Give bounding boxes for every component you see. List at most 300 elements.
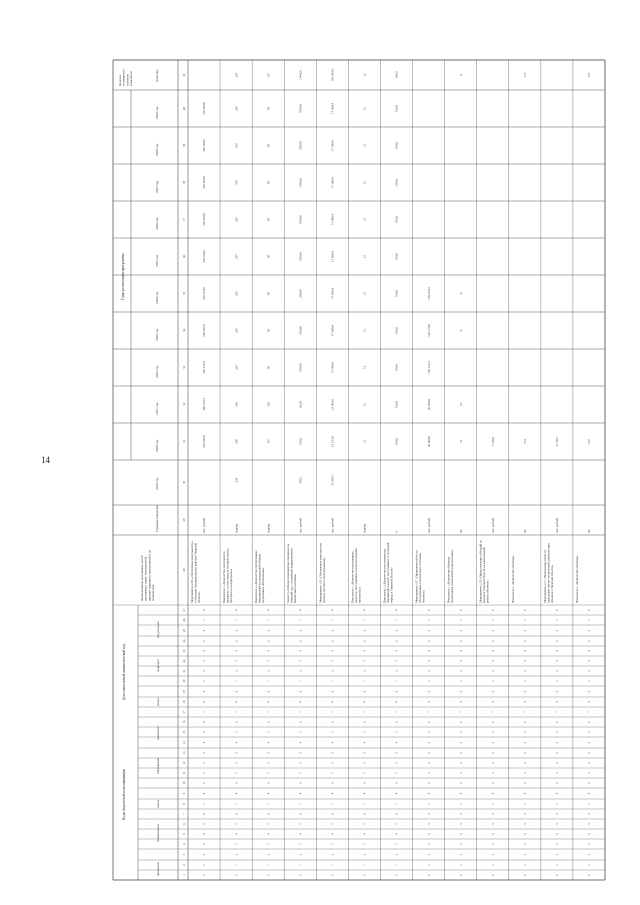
header-name: показателей — [151, 584, 156, 601]
row-year-value: 12 — [362, 291, 367, 296]
row-year-value: 14 — [458, 402, 463, 407]
code-cell: 6 — [588, 629, 592, 632]
column-number: 2 — [182, 864, 186, 866]
code-cell: 3 — [524, 752, 528, 754]
header-name: программы, задач, мероприятий, — [143, 556, 148, 601]
code-cell: 4 — [491, 650, 495, 652]
row-year-value: 678,00 — [298, 252, 303, 261]
code-cell: 0 — [556, 782, 560, 784]
row-year-value: 113 — [523, 439, 528, 444]
code-cell: 6 — [556, 629, 560, 632]
row-year-value: 111 — [266, 439, 271, 444]
header-year: 2029 год — [155, 106, 159, 119]
row-final-value: 207 — [234, 72, 239, 78]
code-cell: 8 — [427, 701, 431, 703]
code-cell: 7 — [556, 803, 560, 805]
code-cell: 7 — [524, 711, 528, 713]
header-code-label: подпрограмма — [156, 823, 160, 842]
row-year-value: 100,0 — [394, 104, 399, 113]
code-cell: 0 — [203, 782, 207, 784]
code-cell: 8 — [267, 609, 271, 611]
column-number: 24 — [182, 639, 186, 643]
row-year-value: 95 — [266, 217, 271, 222]
row-year-value: 678,00 — [298, 215, 303, 224]
code-cell: 4 — [363, 741, 367, 744]
column-number: 33 — [182, 366, 186, 369]
code-cell: 6 — [331, 629, 335, 632]
row-unit: тыс. рублей — [298, 518, 303, 533]
column-number: 12 — [182, 761, 186, 765]
code-cell: 5 — [235, 731, 239, 733]
code-cell: 8 — [427, 792, 431, 795]
code-cell: 0 — [267, 782, 271, 784]
header-years: Годы реализации программы — [121, 253, 125, 300]
code-cell: 6 — [524, 721, 528, 723]
code-cell: 8 — [588, 701, 592, 703]
code-cell: 6 — [235, 813, 239, 815]
code-cell: 3 — [299, 843, 303, 845]
code-cell: 0 — [363, 690, 367, 693]
code-cell: 1 — [363, 772, 367, 774]
code-cell: 5 — [427, 823, 431, 825]
column-number: 17 — [182, 710, 186, 714]
code-cell: 2 — [524, 762, 528, 764]
code-cell: 6 — [363, 629, 367, 632]
code-cell: 0 — [299, 874, 303, 876]
code-cell: 3 — [331, 843, 335, 845]
column-number: 16 — [182, 720, 186, 724]
row-year-value: 17 699,4 — [330, 324, 335, 337]
row-year-value: 100,0 — [394, 215, 399, 224]
code-cell: 8 — [203, 701, 207, 703]
code-cell: 8 — [459, 701, 463, 703]
code-cell: 4 — [588, 650, 592, 652]
code-cell: 0 — [267, 874, 271, 876]
code-cell: 3 — [427, 660, 431, 662]
column-number: 20 — [182, 679, 186, 683]
code-cell: 0 — [395, 690, 399, 693]
code-cell: 5 — [299, 823, 303, 825]
code-cell: 7 — [203, 619, 207, 621]
column-number: 22 — [182, 659, 186, 663]
code-cell: 4 — [203, 650, 207, 652]
row-final-value: 182 883,0 — [330, 68, 335, 82]
code-cell: 4 — [267, 741, 271, 744]
row-name: объектов в Тверской области» — [549, 564, 554, 603]
row-name: Мероприятие 3.01 «Обеспечение деятельности — [318, 542, 323, 603]
code-cell: 7 — [299, 803, 303, 805]
row-unit: шт — [587, 529, 592, 533]
code-cell: 8 — [235, 609, 239, 611]
code-cell: 6 — [491, 813, 495, 815]
code-cell: 3 — [491, 660, 495, 662]
column-number: 6 — [182, 823, 186, 825]
code-cell: 5 — [491, 731, 495, 733]
code-cell: 4 — [427, 833, 431, 835]
code-cell: 4 — [235, 650, 239, 652]
code-cell: 4 — [363, 833, 367, 835]
code-cell: 3 — [459, 843, 463, 845]
header-base-year: 2019 год — [155, 477, 159, 490]
code-cell: 8 — [299, 609, 303, 611]
code-cell: 3 — [491, 843, 495, 845]
code-cell: 1 — [267, 772, 271, 774]
code-cell: 4 — [395, 833, 399, 835]
code-cell: 3 — [235, 660, 239, 662]
code-cell: 4 — [556, 833, 560, 835]
column-number: 13 — [182, 751, 186, 755]
code-cell: 7 — [235, 619, 239, 621]
column-number: 7 — [182, 813, 186, 815]
row-year-value: 100,0 — [394, 141, 399, 150]
code-cell: 8 — [203, 609, 207, 611]
code-cell: 0 — [299, 690, 303, 693]
code-cell: 2 — [588, 670, 592, 672]
row-name: Мероприятие 2.04 «Обеспечение деятельности», — [190, 540, 194, 603]
code-cell: 1 — [235, 864, 239, 866]
row-name: программы» — [357, 587, 362, 603]
code-cell: 6 — [588, 813, 592, 815]
code-cell: 6 — [556, 813, 560, 815]
row-unit: шт — [458, 529, 463, 533]
code-cell: 0 — [203, 690, 207, 693]
row-year-value: 678,00 — [298, 178, 303, 187]
row-name: запросов, поступивших в ходе исполнения — [353, 548, 358, 603]
row-name: период в Тверской области» — [389, 567, 394, 603]
row-base-value: 585,1 — [298, 476, 303, 484]
code-cell: 0 — [235, 690, 239, 693]
column-number: 19 — [182, 690, 186, 693]
code-cell: 0 — [331, 690, 335, 693]
header-year: 2027 год — [155, 180, 159, 193]
row-year-value: 100,0 — [394, 363, 399, 372]
code-cell: 4 — [588, 833, 592, 835]
row-name: Показатель 1 «Количество объектов» — [510, 555, 515, 603]
row-final-value: 137 — [587, 72, 592, 78]
code-cell: 5 — [363, 640, 367, 642]
column-number: 8 — [182, 803, 186, 805]
header-name: Наименование программы, целей — [140, 555, 144, 601]
code-cell: 3 — [331, 660, 335, 662]
row-year-value: 95 — [266, 143, 271, 148]
code-cell: 4 — [331, 650, 335, 652]
header-achievement: Целевое — [118, 74, 122, 86]
column-number: 11 — [182, 771, 186, 775]
row-name: бюджетной политики» — [293, 574, 298, 603]
code-cell: 7 — [524, 803, 528, 805]
code-cell: 1 — [524, 772, 528, 774]
code-cell: 2 — [524, 670, 528, 672]
code-cell: 6 — [556, 721, 560, 723]
code-cell: 2 — [363, 853, 367, 856]
code-cell: 2 — [395, 670, 399, 672]
code-cell: 4 — [524, 833, 528, 835]
code-cell: 5 — [203, 823, 207, 825]
code-cell: 5 — [588, 640, 592, 642]
code-cell: 7 — [556, 619, 560, 621]
code-cell: 2 — [459, 762, 463, 764]
code-cell: 8 — [331, 609, 335, 611]
code-cell: 1 — [299, 680, 303, 682]
row-name: органов местного самоуправления» — [321, 557, 326, 603]
code-cell: 1 — [524, 680, 528, 682]
row-year-value: 3 105,0 — [490, 436, 495, 447]
code-cell: 3 — [588, 752, 592, 754]
code-cell: 4 — [331, 741, 335, 744]
code-cell: 3 — [267, 660, 271, 662]
row-year-value: 12 — [362, 365, 367, 370]
code-cell: 3 — [299, 752, 303, 754]
row-name: программ и подпрограмм» — [229, 568, 234, 603]
code-cell: 6 — [491, 721, 495, 723]
header-name: административных мероприятий и их — [147, 549, 152, 601]
code-cell: 7 — [427, 619, 431, 621]
row-year-value: 207 — [234, 328, 239, 333]
code-cell: 0 — [427, 690, 431, 693]
row-year-value: 9 — [458, 292, 463, 295]
code-cell: 2 — [556, 670, 560, 672]
row-year-value: 17 699,4 — [330, 213, 335, 226]
row-name: объектов» — [421, 590, 426, 603]
code-cell: 7 — [267, 803, 271, 805]
header-code-label: программа — [156, 862, 160, 876]
code-cell: 3 — [427, 752, 431, 754]
row-year-value: 207 — [234, 180, 239, 185]
code-cell: 1 — [556, 680, 560, 682]
code-cell: 3 — [267, 752, 271, 754]
row-name: Показатель 1 «Количество объектов» — [574, 555, 579, 603]
row-year-value: 17 699,4 — [330, 102, 335, 115]
code-cell: 6 — [267, 721, 271, 723]
column-number: 31 — [182, 440, 186, 443]
row-name: бюджета Тверской области на капитальный — [482, 547, 487, 603]
code-cell: 4 — [203, 741, 207, 744]
code-cell: 5 — [427, 731, 431, 733]
row-year-value: 12 — [362, 143, 367, 148]
row-year-value: 95 — [266, 328, 271, 333]
code-cell: 1 — [203, 680, 207, 682]
code-cell: 3 — [588, 843, 592, 845]
column-number: 14 — [182, 741, 186, 744]
code-cell: 6 — [459, 629, 463, 632]
code-cell: 0 — [363, 782, 367, 784]
code-cell: 4 — [459, 741, 463, 744]
row-year-value: 12 — [362, 106, 367, 111]
code-cell: 5 — [395, 823, 399, 825]
row-year-value: 100,0 — [394, 289, 399, 298]
row-name: Показатель 1 «Количество объектов, — [446, 556, 451, 603]
code-cell: 7 — [363, 619, 367, 621]
code-cell: 8 — [459, 792, 463, 795]
code-cell: 1 — [299, 772, 303, 774]
code-cell: 0 — [235, 782, 239, 784]
row-year-value: 622,0 — [298, 400, 303, 409]
code-cell: 7 — [363, 803, 367, 805]
code-cell: 1 — [395, 864, 399, 866]
row-final-value: 12 — [362, 73, 367, 77]
code-cell: 5 — [203, 640, 207, 642]
row-year-value: 100,0 — [394, 178, 399, 187]
code-cell: 5 — [459, 640, 463, 642]
code-cell: 0 — [459, 690, 463, 693]
row-unit: единиц — [362, 523, 367, 533]
code-cell: 4 — [203, 833, 207, 835]
code-cell: 5 — [524, 640, 528, 642]
code-cell: 8 — [556, 609, 560, 611]
code-cell: 4 — [491, 833, 495, 835]
code-cell: 8 — [299, 701, 303, 703]
row-year-value: 12 — [362, 402, 367, 407]
code-cell: 5 — [235, 823, 239, 825]
row-year-value: 106 500,0 — [202, 139, 207, 152]
code-cell: 4 — [427, 650, 431, 652]
row-year-value: 278,0 — [298, 437, 303, 446]
code-cell: 6 — [459, 721, 463, 723]
code-cell: 1 — [363, 680, 367, 682]
code-cell: 7 — [331, 619, 335, 621]
column-number: 23 — [182, 649, 186, 653]
row-final-value: 113 — [523, 72, 528, 78]
code-cell: 0 — [524, 690, 528, 693]
column-number: 39 — [182, 144, 186, 147]
row-year-value: 17 699,4 — [330, 361, 335, 374]
row-year-value: 106 500,0 — [202, 176, 207, 189]
code-cell: 8 — [395, 792, 399, 795]
header-code-label: вид расходов — [156, 621, 160, 638]
row-year-value: 100,0 — [394, 437, 399, 446]
code-cell: 1 — [395, 680, 399, 682]
code-cell: 8 — [459, 609, 463, 611]
code-cell: 3 — [395, 843, 399, 845]
column-number: 1 — [182, 874, 186, 876]
code-cell: 5 — [203, 731, 207, 733]
row-year-value: 17 699,4 — [330, 176, 335, 189]
row-unit: единиц — [266, 523, 271, 533]
code-cell: 1 — [267, 680, 271, 682]
code-cell: 5 — [267, 823, 271, 825]
row-year-value: 95 — [266, 106, 271, 111]
code-cell: 0 — [588, 874, 592, 876]
code-cell: 5 — [331, 823, 335, 825]
row-year-value: 95 — [266, 254, 271, 259]
code-cell: 4 — [331, 833, 335, 835]
header-unit: Единица измерения — [155, 505, 159, 532]
code-cell: 8 — [267, 701, 271, 703]
code-cell: 1 — [588, 680, 592, 682]
row-year-value: 119 650,2 — [426, 287, 431, 300]
code-cell: 3 — [203, 752, 207, 754]
code-cell: 0 — [331, 782, 335, 784]
code-cell: 1 — [427, 680, 431, 682]
code-cell: 7 — [331, 711, 335, 713]
code-cell: 2 — [588, 762, 592, 764]
code-cell: 7 — [203, 803, 207, 805]
code-cell: 5 — [395, 640, 399, 642]
row-year-value: 207 — [234, 291, 239, 296]
row-name: «Субсидии муниципальным районам Тверской — [193, 543, 198, 603]
row-year-value: 149 233,3 — [202, 398, 207, 411]
code-cell: 6 — [524, 629, 528, 632]
code-cell: 7 — [491, 803, 495, 805]
code-cell: 4 — [524, 741, 528, 744]
row-name: Показатель 2 «Количество обеспеченных — [254, 550, 259, 603]
column-number: 36 — [182, 255, 186, 258]
code-cell: 5 — [588, 823, 592, 825]
row-year-value: 4 178,7 — [555, 436, 560, 447]
code-cell: 0 — [524, 782, 528, 784]
code-cell: 1 — [588, 864, 592, 866]
code-cell: 5 — [299, 731, 303, 733]
code-cell: 6 — [427, 813, 431, 815]
code-cell: 5 — [427, 640, 431, 642]
code-cell: 6 — [203, 721, 207, 723]
code-cell: 3 — [203, 660, 207, 662]
code-cell: 8 — [556, 792, 560, 795]
code-cell: 2 — [331, 670, 335, 672]
code-cell: 5 — [331, 731, 335, 733]
row-base-value: 31 083,7 — [330, 474, 335, 486]
column-number: 27 — [182, 608, 186, 612]
header-achievement: показателя — [129, 71, 134, 86]
code-cell: 1 — [203, 772, 207, 774]
code-cell: 2 — [235, 853, 239, 856]
code-cell: 0 — [588, 782, 592, 784]
code-cell: 0 — [556, 874, 560, 876]
code-cell: 3 — [267, 843, 271, 845]
code-cell: 3 — [491, 752, 495, 754]
code-cell: 6 — [491, 629, 495, 632]
code-cell: 3 — [363, 752, 367, 754]
row-name: Задача 3 «Рабочие мероприятия, связанные на — [286, 543, 291, 603]
row-name: Показатель 2 «Количество рассмотренных — [382, 548, 387, 603]
code-cell: 4 — [556, 650, 560, 652]
code-cell: 5 — [491, 823, 495, 825]
row-year-value: 22 893,0 — [330, 398, 335, 411]
row-name: подлежащих технической документации» — [450, 549, 455, 603]
code-cell: 1 — [459, 680, 463, 682]
row-year-value: 17 699,4 — [330, 250, 335, 263]
code-cell: 6 — [427, 629, 431, 632]
code-cell: 1 — [427, 864, 431, 866]
code-cell: 2 — [203, 762, 207, 764]
code-cell: 1 — [203, 864, 207, 866]
row-name: подготовке научно-технической документации — [546, 543, 551, 603]
code-cell: 2 — [556, 853, 560, 856]
row-year-value: 104 297,8 — [202, 324, 207, 337]
code-cell: 2 — [491, 670, 495, 672]
row-name: текущий год, с основными направлениями — [289, 548, 294, 603]
code-cell: 8 — [203, 792, 207, 795]
code-cell: 0 — [363, 874, 367, 876]
code-cell: 7 — [235, 711, 239, 713]
code-cell: 3 — [235, 843, 239, 845]
column-number: 25 — [182, 629, 186, 632]
code-cell: 4 — [299, 650, 303, 652]
code-cell: 3 — [556, 660, 560, 662]
code-cell: 6 — [395, 813, 399, 815]
row-year-value: 12 — [362, 254, 367, 259]
row-unit: тыс. рублей — [202, 518, 207, 533]
code-cell: 0 — [459, 782, 463, 784]
header-code-label: показатель — [156, 726, 160, 740]
code-cell: 7 — [556, 711, 560, 713]
code-cell: 4 — [235, 741, 239, 744]
code-cell: 0 — [588, 690, 592, 693]
column-number: 41 — [182, 73, 186, 77]
row-year-value: 106 500,0 — [202, 213, 207, 226]
column-number: 21 — [182, 669, 186, 673]
row-unit: тыс. рублей — [426, 518, 431, 533]
